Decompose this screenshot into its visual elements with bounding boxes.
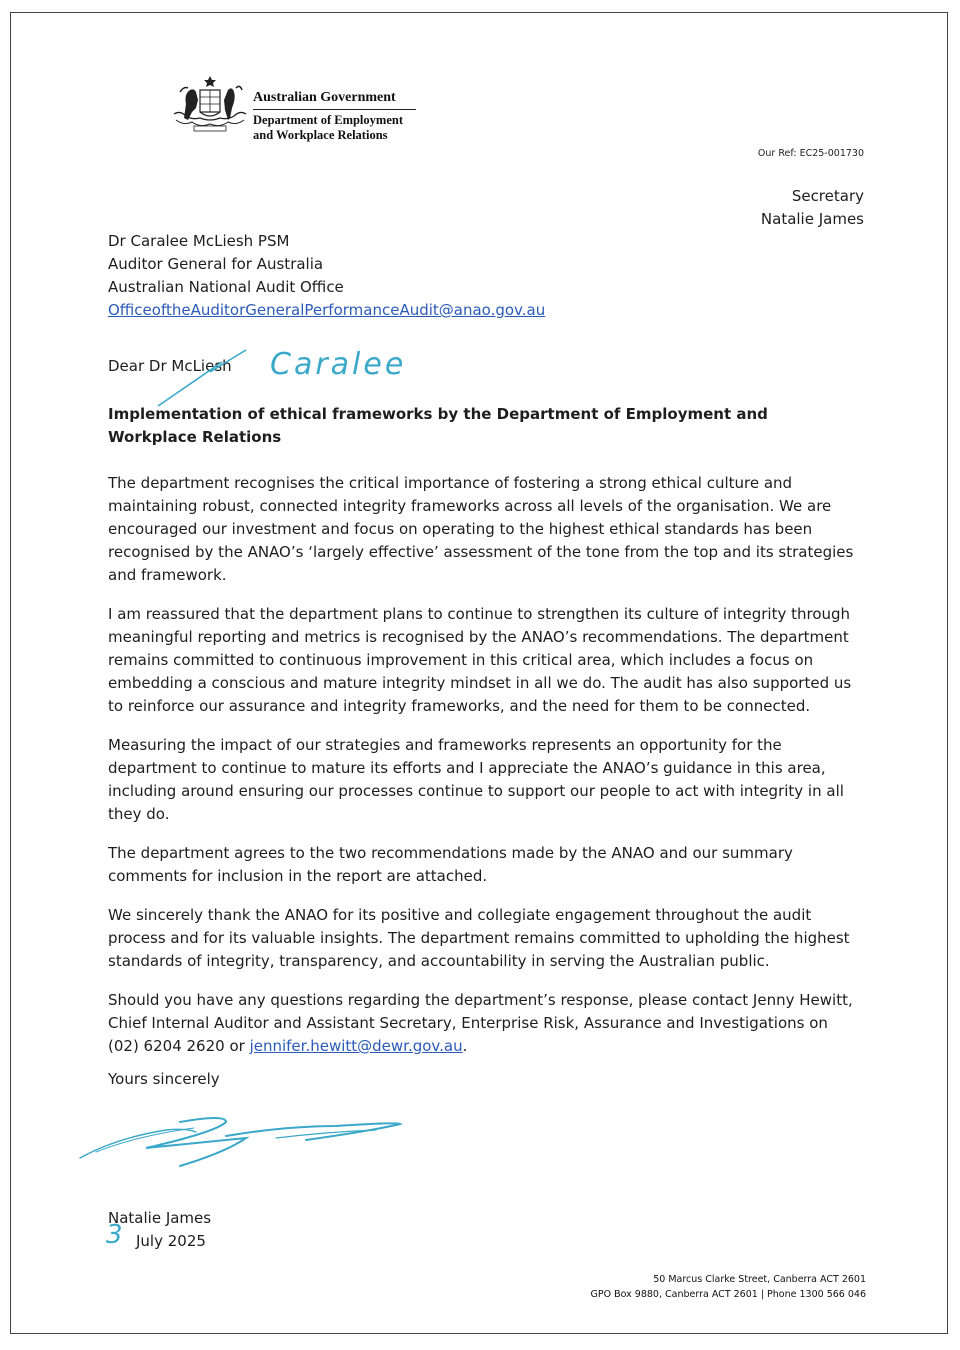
salutation: Dear Dr McLiesh (108, 357, 232, 375)
contact-text-end: . (462, 1037, 468, 1055)
department-name (253, 113, 428, 143)
signatory-block (108, 1207, 211, 1253)
letterhead (170, 70, 430, 150)
government-name: Australian Government (253, 90, 396, 105)
body-paragraph-1: The department recognises the critical importance of fostering a strong ethical culture and maintaining robust, connected integrity frameworks across all levels of the organisation. We are encouraged our investment and focus on operating to the highest ethical standards has been recognised by the ANAO’s ‘largely effective’ assessment of the tone from the top and its strategies and framework. (108, 474, 854, 584)
contact-email-link[interactable]: jennifer.hewitt@dewr.gov.au (249, 1037, 463, 1055)
department-line-2: and Workplace Relations (253, 128, 388, 142)
closing: Yours sincerely (108, 1070, 220, 1088)
footer-postal-phone: GPO Box 9880, Canberra ACT 2601 | Phone 1300 566 046 (590, 1289, 866, 1300)
recipient-title: Auditor General for Australia (108, 255, 324, 273)
recipient-email-link[interactable]: OfficeoftheAuditorGeneralPerformanceAudit@anao.gov.au (108, 301, 546, 319)
signature-image (76, 1108, 416, 1178)
department-line-1: Department of Employment (253, 113, 403, 127)
contact-text: Should you have any questions regarding the department’s response, please contact Jenny Hewitt, Chief Internal Auditor and Assistant Secretary, Enterprise Risk, Assurance and Investigations on (02) 6204 2620 or (108, 991, 853, 1055)
sender-block (761, 185, 864, 231)
strikethrough-stroke (158, 350, 246, 406)
contact-paragraph (108, 989, 860, 1058)
signature-date (106, 1220, 211, 1253)
signatory-name: Natalie James (108, 1209, 212, 1227)
date-month-year: July 2025 (136, 1232, 206, 1250)
footer-address (591, 1272, 866, 1302)
reference-number: Our Ref: EC25-001730 (757, 148, 864, 159)
coat-of-arms-icon (170, 74, 250, 136)
handwritten-day: 3 (106, 1220, 123, 1250)
body-paragraph-4: The department agrees to the two recommendations made by the ANAO and our summary comments for inclusion in the report are attached. (108, 844, 793, 885)
body-paragraph-2: I am reassured that the department plans to continue to strengthen its culture of integrity through meaningful reporting and metrics is recognised by the ANAO’s recommendations. The department remains committed to continuous improvement in this critical area, which includes a focus on embedding a conscious and mature integrity mindset in all we do. The audit has also supported us to reinforce our assurance and integrity frameworks, and the need for them to be connected. (108, 605, 852, 715)
body-paragraph-5: We sincerely thank the ANAO for its positive and collegiate engagement throughout the audit process and for its valuable insights. The department remains committed to upholding the highest standards of integrity, transparency, and accountability in serving the Australian public. (108, 906, 850, 970)
letter-subject: Implementation of ethical frameworks by the Department of Employment and Workplace Relations (108, 405, 768, 446)
recipient-organisation: Australian National Audit Office (108, 278, 344, 296)
sender-name: Natalie James (760, 210, 864, 228)
recipient-address (108, 230, 545, 322)
body-paragraph-3: Measuring the impact of our strategies and frameworks represents an opportunity for the department to continue to mature its efforts and I appreciate the ANAO’s guidance in this area, including around ensuring our processes continue to support our people to act with integrity in all they do. (108, 736, 844, 823)
sender-role: Secretary (791, 187, 864, 205)
handwritten-name: Caralee (270, 347, 407, 382)
footer-street-address: 50 Marcus Clarke Street, Canberra ACT 2601 (653, 1274, 866, 1285)
letterhead-rule (253, 109, 416, 110)
recipient-name: Dr Caralee McLiesh PSM (108, 232, 290, 250)
handwritten-salutation (118, 340, 428, 410)
letter-body (108, 472, 860, 1074)
